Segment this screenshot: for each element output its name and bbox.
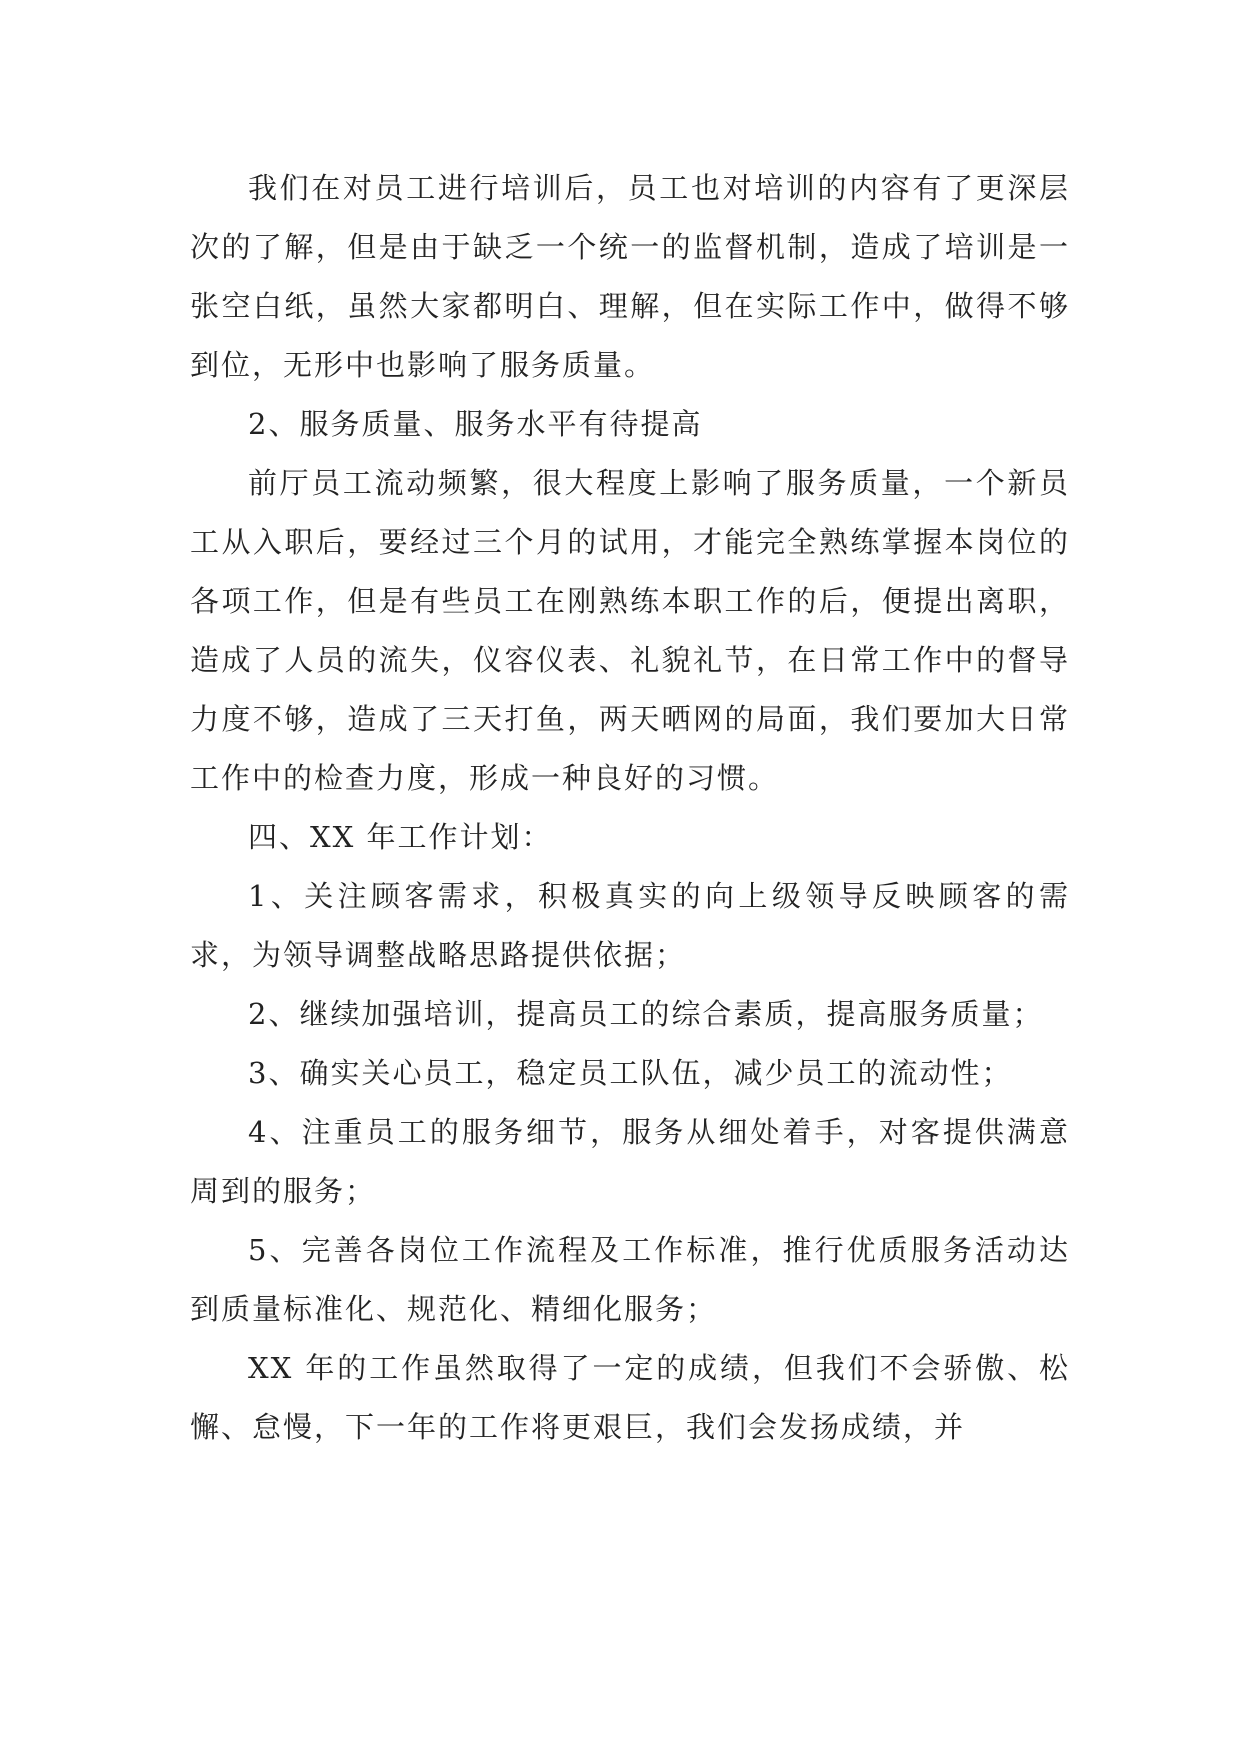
paragraph-heading-work-plan: 四、XX 年工作计划： bbox=[248, 820, 553, 854]
paragraph-plan-item-5: 5、完善各岗位工作流程及工作标准，推行优质服务活动达到质量标准化、规范化、精细化服务； bbox=[190, 1233, 1070, 1326]
paragraph-conclusion: XX 年的工作虽然取得了一定的成绩，但我们不会骄傲、松懈、怠慢，下一年的工作将更艰巨，我们会发扬成绩，并 bbox=[190, 1351, 1070, 1444]
paragraph-plan-item-2: 2、继续加强培训，提高员工的综合素质，提高服务质量； bbox=[248, 997, 1044, 1031]
paragraph-training-supervision: 我们在对员工进行培训后，员工也对培训的内容有了更深层次的了解，但是由于缺乏一个统一的监督机制，造成了培训是一张空白纸，虽然大家都明白、理解，但在实际工作中，做得不够到位，无形中也影响了服务质量。 bbox=[190, 171, 1070, 382]
paragraph-plan-item-1: 1、关注顾客需求，积极真实的向上级领导反映顾客的需求，为领导调整战略思路提供依据； bbox=[190, 879, 1070, 972]
document-body bbox=[190, 159, 1070, 1457]
paragraph-staff-turnover: 前厅员工流动频繁，很大程度上影响了服务质量，一个新员工从入职后，要经过三个月的试用，才能完全熟练掌握本岗位的各项工作，但是有些员工在刚熟练本职工作的后，便提出离职，造成了人员的流失，仪容仪表、礼貌礼节，在日常工作中的督导力度不够，造成了三天打鱼，两天晒网的局面，我们要加大日常工作中的检查力度，形成一种良好的习惯。 bbox=[190, 466, 1070, 795]
paragraph-plan-item-4: 4、注重员工的服务细节，服务从细处着手，对客提供满意周到的服务； bbox=[190, 1115, 1070, 1208]
paragraph-plan-item-3: 3、确实关心员工，稳定员工队伍，减少员工的流动性； bbox=[248, 1056, 1013, 1090]
paragraph-heading-service-quality: 2、服务质量、服务水平有待提高 bbox=[248, 407, 703, 441]
